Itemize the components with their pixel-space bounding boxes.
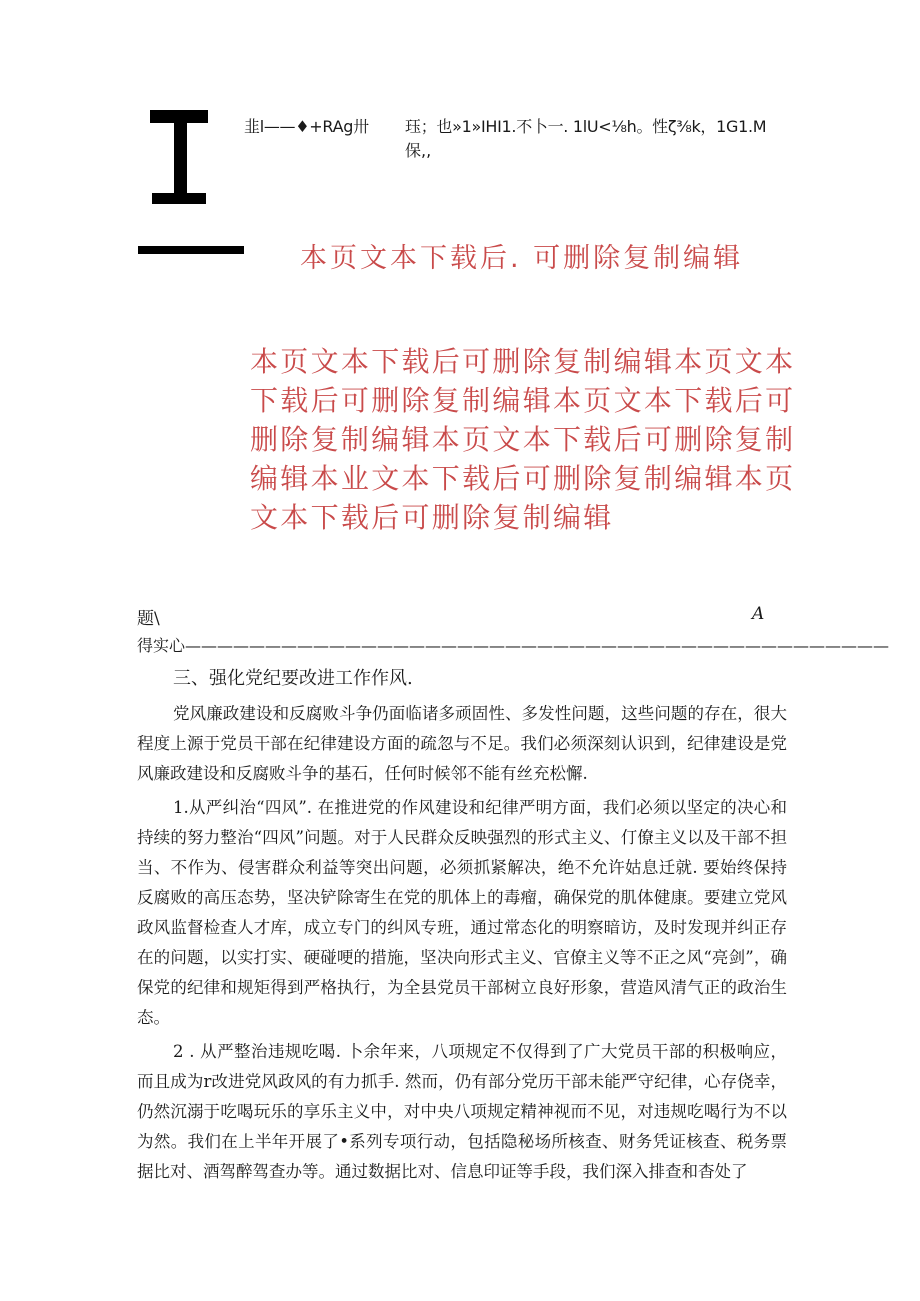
logo-stem (174, 110, 187, 204)
watermark-line: 本页文本下载后. 可删除复制编辑 (300, 243, 744, 274)
logo-underline (138, 246, 244, 254)
corner-mark: A (752, 604, 765, 624)
watermark-paragraph-line: 删除复制编辑本页文本下载后可删除复制 (250, 423, 796, 456)
watermark-paragraph-line: 文本下载后可删除复制编辑 (250, 501, 614, 534)
garbled-header-text-right: 珏；也»1»IHI1.不卜一. 1lU<⅛h。性ζ⅜k，1G1.M (405, 117, 767, 136)
watermark-paragraph-line: 本页文本下载后可删除复制编辑本页文本 (250, 345, 796, 378)
logo-bottom-bar (152, 193, 206, 204)
watermark-paragraph (250, 342, 796, 537)
garbled-header-text-line2: 保,, (405, 141, 432, 160)
document-body (137, 664, 787, 1191)
watermark-paragraph-line: 下载后可删除复制编辑本页文本下载后可 (250, 384, 796, 417)
body-paragraph: 1.从严纠治“四风”. 在推进党的作风建设和纪律严明方面，我们必须以坚定的决心和持续的努力整治“四风”问题。对于人民群众反映强烈的形式主义、仃僚主义以及干部不担当、不作为、侵害群众利益等突出问题，必须抓紧解决，绝不允许姑息迁就. 要始终保持反腐败的高压态势，坚决铲除寄生在党的肌体上的毒瘤，确保党的肌体健康。要建立党风政风监督检查人才库，成立专门的纠风专班，通过常态化的明察暗访，及时发现并纠正存在的问题，以实打实、硬碰哽的措施，坚决向形式主义、官僚主义等不正之风“亮剑”，确保党的纪律和规矩得到严格执行，为全县党员干部树立良好形象，营造风清气正的政治生态。 (137, 798, 787, 1027)
body-paragraph: 党风廉政建设和反腐败斗争仍面临诸多顽固性、多发性问题，这些问题的存在，很大程度上源于党员干部在纪律建设方面的疏忽与不足。我们必须深刻认识到，纪律建设是党风廉政建设和反腐败斗争的基石，任何时候邻不能有丝充松懈. (137, 704, 787, 783)
dashed-heading-line: 得实心———————————————————————————————————————————— (137, 636, 890, 655)
watermark-paragraph-line: 编辑本业文本下载后可删除复制编辑本页 (250, 462, 796, 495)
body-paragraph: 2 . 从严整治违规吃喝. 卜余年来，八项规定不仅得到了广大党员干部的积极响应，而且成为r改进党风政风的有力抓手. 然而，仍有部分党历干部未能严守纪律，心存侥幸，仍然沉溺于吃喝玩乐的享乐主义中，对中央八项规定精神视而不见，对违规吃喝行为不以为然。我们在上半年开展了•系列专项行动，包括隐秘场所核查、财务凭证核查、税务票据比对、酒驾醉驾查办等。通过数据比对、信息印证等手段，我们深入排查和杳处了 (137, 1042, 787, 1181)
garbled-header-text-left: 韭l——♦+RAg卅 (244, 117, 369, 136)
title-fragment: 题\ (137, 609, 160, 629)
section-heading: 三、强化党纪要改进工作作风. (173, 668, 413, 689)
